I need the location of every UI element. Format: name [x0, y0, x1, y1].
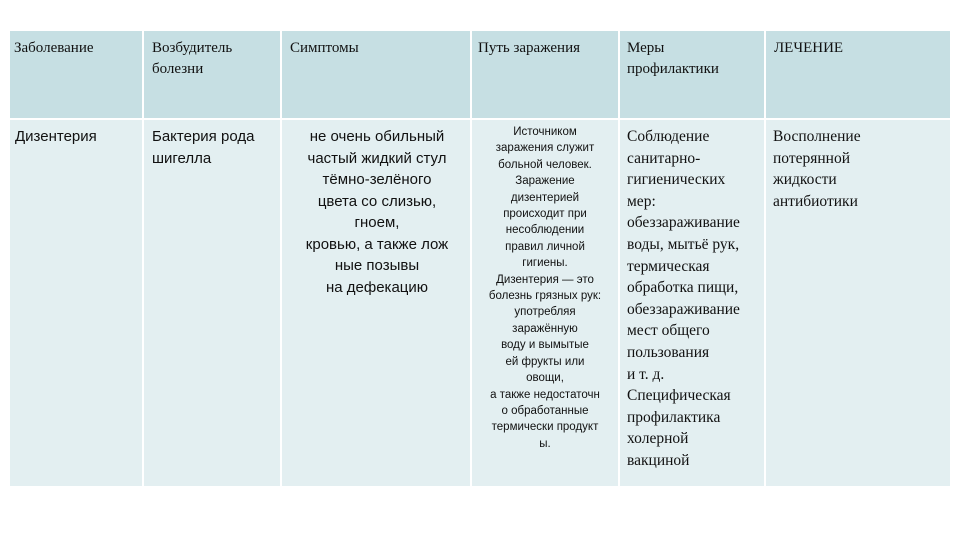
cell-text: и т. д. — [627, 365, 665, 383]
cell-text: ы. — [539, 437, 551, 450]
header-text: Симптомы — [290, 40, 359, 56]
cell-text: антибиотики — [773, 192, 858, 210]
cell-text: воду и вымытые — [501, 339, 589, 352]
cell-text: заражения служит — [495, 142, 595, 155]
cell-text: частый жидкий стул — [307, 149, 447, 167]
header-text: Заболевание — [14, 40, 94, 56]
cell-text: не очень обильный — [309, 128, 445, 145]
header-text: Меры — [627, 40, 665, 56]
cell-disease — [10, 120, 144, 486]
cell-text: гноем, — [354, 214, 400, 231]
cell-text: на дефекацию — [325, 278, 429, 296]
cell-symptoms — [282, 120, 472, 486]
header-prevention — [620, 31, 766, 118]
cell-text: Дизентерия — это — [496, 273, 594, 286]
cell-text: термическая — [627, 257, 710, 275]
header-transmission — [472, 31, 620, 118]
cell-treatment — [766, 120, 950, 486]
cell-text: мест общего — [627, 322, 710, 340]
cell-text: а также недостаточн — [490, 388, 600, 401]
header-treatment — [766, 31, 950, 118]
cell-text: болезнь грязных рук: — [488, 290, 602, 303]
cell-text: обеззараживание — [627, 214, 740, 232]
header-text: профилактики — [627, 61, 719, 77]
cell-text: санитарно- — [627, 149, 701, 167]
cell-text: Источником — [513, 126, 577, 138]
cell-text: мер: — [627, 192, 656, 210]
header-text: Возбудитель — [152, 40, 233, 56]
cell-text: больной человек. — [498, 158, 592, 171]
header-disease — [10, 31, 144, 118]
cell-pathogen — [144, 120, 282, 486]
cell-text: Соблюдение — [627, 128, 710, 145]
cell-text: цвета со слизью, — [317, 192, 437, 210]
cell-text: термически продукт — [491, 421, 599, 434]
cell-text: потерянной — [773, 149, 851, 167]
header-text: болезни — [152, 61, 204, 77]
cell-text: тёмно-зелёного — [322, 171, 432, 188]
header-text: Путь заражения — [478, 40, 580, 56]
header-text: ЛЕЧЕНИЕ — [774, 40, 844, 56]
cell-prevention — [620, 120, 766, 486]
cell-text: обеззараживание — [627, 300, 740, 318]
cell-text: ные позывы — [334, 257, 420, 274]
cell-text: жидкости — [773, 171, 837, 189]
table-row — [10, 120, 950, 486]
table-header-row — [10, 31, 950, 118]
cell-text: гигиены. — [522, 257, 568, 270]
cell-transmission — [472, 120, 620, 486]
header-pathogen — [144, 31, 282, 118]
cell-text: несоблюдении — [505, 224, 585, 237]
disease-table — [10, 31, 950, 486]
cell-text: профилактика — [627, 408, 721, 426]
cell-text: Бактерия рода — [152, 128, 255, 145]
cell-text: пользования — [627, 343, 710, 361]
cell-text: Специфическая — [627, 387, 731, 405]
cell-text: кровью, а также лож — [305, 235, 449, 253]
cell-text: ей фрукты или — [505, 355, 585, 368]
cell-text: употребляя — [514, 306, 576, 319]
cell-text: Восполнение — [773, 128, 861, 145]
cell-text: шигелла — [152, 149, 212, 167]
cell-text: вакциной — [627, 451, 690, 469]
cell-text: правил личной — [505, 240, 585, 253]
cell-text: воды, мытьё рук, — [627, 235, 740, 253]
cell-text: овощи, — [526, 372, 564, 385]
cell-text: о обработанные — [501, 404, 589, 417]
cell-text: гигиенических — [627, 171, 726, 189]
cell-text: происходит при — [503, 208, 587, 221]
cell-text: холерной — [627, 430, 689, 448]
header-symptoms — [282, 31, 472, 118]
cell-text: Заражение — [515, 175, 575, 188]
cell-text: обработка пищи, — [627, 279, 739, 297]
cell-text: заражённую — [512, 322, 578, 335]
cell-text: Дизентерия — [15, 128, 97, 145]
cell-text: дизентерией — [510, 191, 580, 204]
